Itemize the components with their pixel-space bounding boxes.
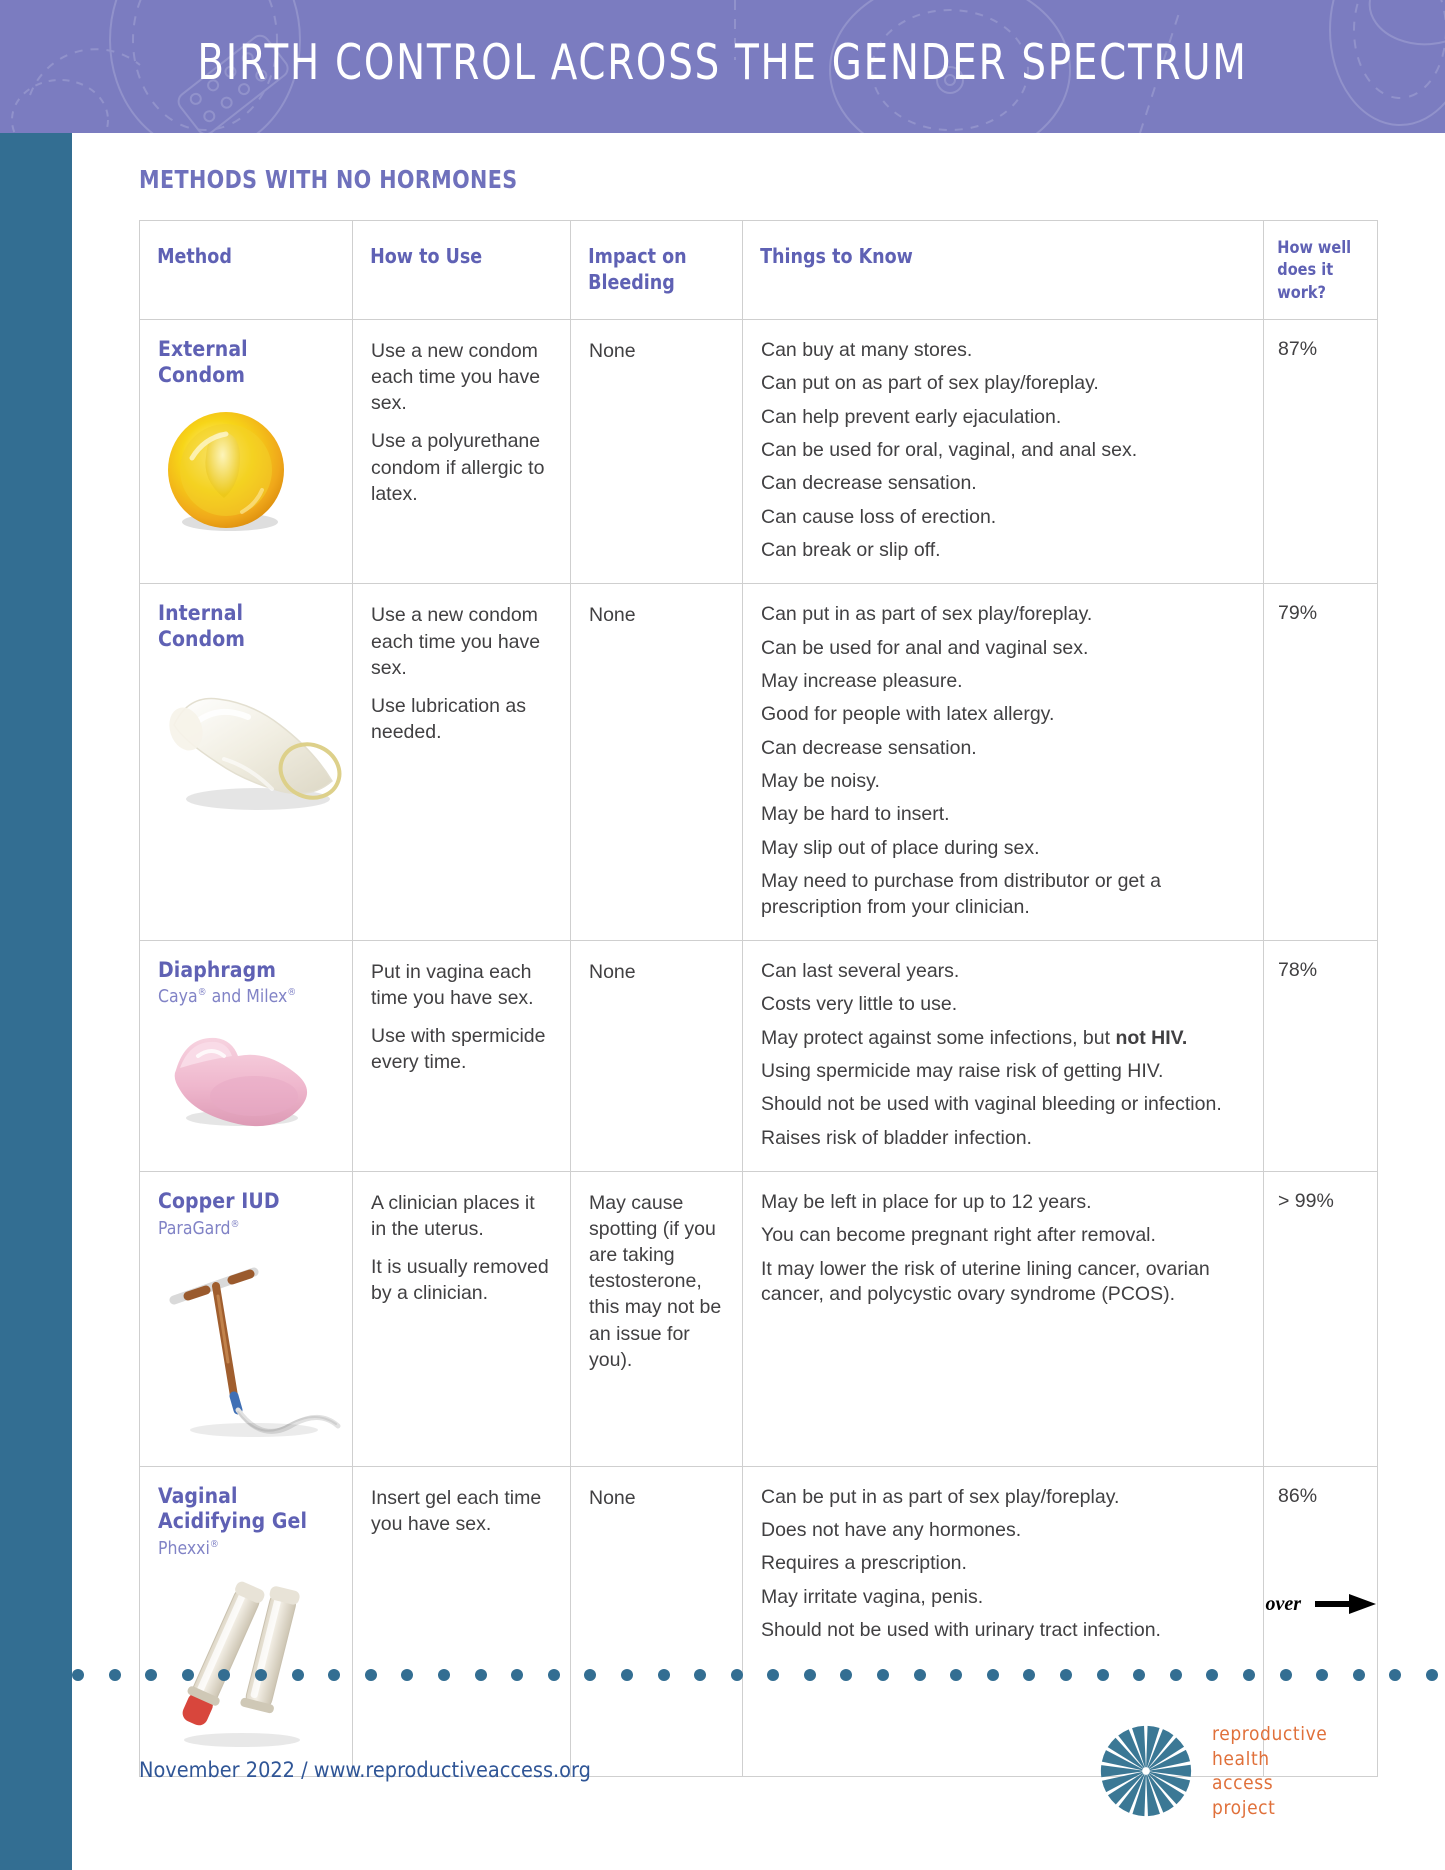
how-to-use-paragraph: Use a new condom each time you have sex. xyxy=(371,604,541,679)
column-header-things-to-know-label: Things to Know xyxy=(760,244,913,268)
things-to-know-cell xyxy=(743,584,1264,940)
things-to-know-list xyxy=(761,1190,1247,1307)
things-to-know-item: Using spermicide may raise risk of getting HIV. xyxy=(761,1059,1164,1082)
copper-iud-photo xyxy=(158,1254,343,1439)
impact-on-bleeding-text: None xyxy=(589,604,636,627)
divider-dot xyxy=(365,1669,377,1681)
method-brand: Phexxi® xyxy=(158,1538,219,1559)
things-to-know-item: Can break or slip off. xyxy=(761,539,941,562)
things-to-know-text xyxy=(743,320,1263,583)
page-title: BIRTH CONTROL ACROSS THE GENDER SPECTRUM xyxy=(197,34,1248,91)
column-header-method-label: Method xyxy=(157,244,232,268)
divider-dot xyxy=(109,1669,121,1681)
impact-on-bleeding-cell xyxy=(571,1466,743,1776)
method-name: Copper IUD xyxy=(158,1188,280,1213)
how-to-use-paragraph: A clinician places it in the uterus. xyxy=(371,1191,535,1241)
column-header-effectiveness-label: How well does it work? xyxy=(1277,238,1352,303)
column-header-how-to-use-label: How to Use xyxy=(370,244,483,268)
method-cell xyxy=(140,320,353,584)
divider-dot xyxy=(1316,1669,1328,1681)
things-to-know-item: Can put in as part of sex play/foreplay. xyxy=(761,603,1093,626)
over-label: over xyxy=(1265,1592,1301,1615)
divider-dot xyxy=(877,1669,889,1681)
divider-dot xyxy=(1133,1669,1145,1681)
divider-dot xyxy=(1243,1669,1255,1681)
how-to-use-cell xyxy=(353,584,571,940)
method-brand: ParaGard® xyxy=(158,1218,240,1239)
how-to-use-text xyxy=(353,584,570,765)
divider-dot xyxy=(584,1669,596,1681)
divider-dot xyxy=(987,1669,999,1681)
how-to-use-paragraph: Use a new condom each time you have sex. xyxy=(371,340,541,415)
divider-dot xyxy=(1426,1669,1438,1681)
divider-dot xyxy=(731,1669,743,1681)
how-to-use-text xyxy=(353,1467,570,1557)
things-to-know-item: Can put on as part of sex play/foreplay. xyxy=(761,372,1099,395)
divider-dot xyxy=(292,1669,304,1681)
effectiveness-cell xyxy=(1264,584,1378,940)
divider-dot xyxy=(438,1669,450,1681)
things-to-know-item: It may lower the risk of uterine lining cancer, ovarian cancer, and polycystic ovary syndrome (PCOS). xyxy=(761,1257,1210,1305)
things-to-know-item: May irritate vagina, penis. xyxy=(761,1585,984,1608)
method-name: External Condom xyxy=(158,337,248,387)
things-to-know-item: Good for people with latex allergy. xyxy=(761,703,1055,726)
methods-table-wrapper xyxy=(139,220,1377,1777)
method-image xyxy=(158,402,336,549)
column-header-impact xyxy=(571,221,743,320)
how-to-use-cell xyxy=(353,320,571,584)
column-header-effectiveness xyxy=(1264,221,1378,320)
footer-date-url: November 2022 / www.reproductiveaccess.org xyxy=(139,1758,591,1783)
divider-dot xyxy=(621,1669,633,1681)
divider-dot xyxy=(694,1669,706,1681)
things-to-know-text xyxy=(743,1467,1263,1664)
organization-logo xyxy=(1098,1722,1327,1821)
things-to-know-cell xyxy=(743,1171,1264,1466)
divider-dot xyxy=(1206,1669,1218,1681)
how-to-use-text xyxy=(353,1172,570,1327)
divider-dot xyxy=(72,1669,84,1681)
effectiveness-value: 78% xyxy=(1278,958,1318,981)
divider-dot xyxy=(767,1669,779,1681)
divider-dot xyxy=(914,1669,926,1681)
things-to-know-item: Requires a prescription. xyxy=(761,1552,967,1575)
divider-dot xyxy=(1389,1669,1401,1681)
effectiveness-value: 79% xyxy=(1278,602,1318,625)
method-image xyxy=(158,1254,336,1446)
logo-line: reproductive xyxy=(1212,1723,1328,1745)
method-name: Vaginal Acidifying Gel xyxy=(158,1483,308,1534)
methods-table xyxy=(139,220,1378,1777)
divider-dot xyxy=(255,1669,267,1681)
things-to-know-item: Does not have any hormones. xyxy=(761,1518,1022,1541)
things-to-know-list xyxy=(761,1485,1247,1644)
method-cell-inner xyxy=(140,1467,352,1776)
things-to-know-item: Costs very little to use. xyxy=(761,993,958,1016)
pinwheel-icon xyxy=(1098,1723,1194,1819)
impact-on-bleeding-cell xyxy=(571,320,743,584)
impact-on-bleeding-cell xyxy=(571,940,743,1171)
method-name: Diaphragm xyxy=(158,957,277,982)
section-heading: METHODS WITH NO HORMONES xyxy=(139,165,518,194)
emphasis-text: not HIV. xyxy=(1115,1026,1188,1049)
how-to-use-text xyxy=(353,320,570,527)
impact-on-bleeding-cell xyxy=(571,584,743,940)
divider-dot xyxy=(658,1669,670,1681)
logo-line: project xyxy=(1212,1797,1276,1820)
things-to-know-item: May increase pleasure. xyxy=(761,670,963,693)
method-image xyxy=(158,667,336,824)
method-image xyxy=(158,1574,336,1756)
how-to-use-paragraph: Use lubrication as needed. xyxy=(371,694,526,743)
effectiveness-cell xyxy=(1264,320,1378,584)
divider-dot xyxy=(840,1669,852,1681)
things-to-know-item: Can last several years. xyxy=(761,959,960,982)
things-to-know-list xyxy=(761,959,1247,1151)
column-header-how-to-use xyxy=(353,221,571,320)
table-header xyxy=(140,221,1378,320)
divider-dot xyxy=(950,1669,962,1681)
method-cell-inner xyxy=(140,941,352,1160)
things-to-know-list xyxy=(761,338,1247,563)
method-cell-inner xyxy=(140,1172,352,1466)
things-to-know-list xyxy=(761,602,1247,919)
how-to-use-paragraph: It is usually removed by a clinician. xyxy=(371,1256,549,1305)
impact-on-bleeding-cell xyxy=(571,1171,743,1466)
divider-dot xyxy=(1023,1669,1035,1681)
divider-dot xyxy=(182,1669,194,1681)
effectiveness-value: 87% xyxy=(1278,338,1318,360)
how-to-use-text xyxy=(353,941,570,1096)
things-to-know-item: Can be used for oral, vaginal, and anal sex. xyxy=(761,439,1138,462)
things-to-know-item: May be left in place for up to 12 years. xyxy=(761,1190,1092,1213)
things-to-know-text xyxy=(743,1172,1263,1327)
table-header-row xyxy=(140,221,1378,320)
table-row xyxy=(140,1171,1378,1466)
how-to-use-cell xyxy=(353,1466,571,1776)
things-to-know-item: May be hard to insert. xyxy=(761,803,950,826)
things-to-know-item: Raises risk of bladder infection. xyxy=(761,1126,1032,1149)
column-header-method xyxy=(140,221,353,320)
divider-dot xyxy=(1280,1669,1292,1681)
things-to-know-cell xyxy=(743,320,1264,584)
phexxi-applicator-photo xyxy=(158,1574,328,1749)
things-to-know-text xyxy=(743,584,1263,939)
things-to-know-item: May be noisy. xyxy=(761,770,880,793)
method-cell xyxy=(140,1171,353,1466)
table-row xyxy=(140,940,1378,1171)
dotted-divider xyxy=(72,1668,1445,1682)
divider-dot xyxy=(804,1669,816,1681)
things-to-know-cell xyxy=(743,940,1264,1171)
things-to-know-item: Can buy at many stores. xyxy=(761,339,973,361)
external-condom-photo xyxy=(158,402,298,542)
divider-dot xyxy=(1097,1669,1109,1681)
how-to-use-paragraph: Insert gel each time you have sex. xyxy=(371,1486,542,1535)
effectiveness-value: 86% xyxy=(1278,1484,1318,1507)
internal-condom-photo xyxy=(158,667,348,817)
method-brand: Caya® and Milex® xyxy=(158,987,297,1008)
how-to-use-paragraph: Put in vagina each time you have sex. xyxy=(371,960,534,1009)
effectiveness-cell xyxy=(1264,1171,1378,1466)
divider-dot xyxy=(1353,1669,1365,1681)
how-to-use-paragraph: Use a polyurethane condom if allergic to latex. xyxy=(371,430,545,505)
column-header-impact-label: Impact on Bleeding xyxy=(588,244,687,295)
divider-dot xyxy=(548,1669,560,1681)
things-to-know-item: May protect against some infections, but not HIV. xyxy=(761,1026,1188,1049)
logo-line: access xyxy=(1212,1772,1274,1795)
impact-on-bleeding-text: None xyxy=(589,340,636,362)
divider-dot xyxy=(475,1669,487,1681)
column-header-things-to-know xyxy=(743,221,1264,320)
how-to-use-cell xyxy=(353,940,571,1171)
method-cell xyxy=(140,940,353,1171)
diaphragm-photo xyxy=(158,1022,318,1132)
logo-line: health xyxy=(1212,1747,1270,1770)
things-to-know-item: Should not be used with vaginal bleeding or infection. xyxy=(761,1093,1222,1116)
effectiveness-cell xyxy=(1264,940,1378,1171)
things-to-know-item: Can be put in as part of sex play/foreplay. xyxy=(761,1485,1120,1508)
impact-on-bleeding-text: None xyxy=(589,960,636,983)
things-to-know-item: Should not be used with urinary tract infection. xyxy=(761,1619,1161,1642)
divider-dot xyxy=(511,1669,523,1681)
table-body xyxy=(140,320,1378,1777)
method-cell xyxy=(140,1466,353,1776)
divider-dot xyxy=(1060,1669,1072,1681)
effectiveness-value: > 99% xyxy=(1278,1189,1334,1212)
impact-on-bleeding-text: None xyxy=(589,1486,636,1509)
things-to-know-item: You can become pregnant right after removal. xyxy=(761,1224,1156,1247)
logo-wordmark xyxy=(1212,1722,1327,1821)
table-row xyxy=(140,584,1378,940)
table-row xyxy=(140,320,1378,584)
divider-dot xyxy=(1170,1669,1182,1681)
divider-dot xyxy=(218,1669,230,1681)
things-to-know-item: Can cause loss of erection. xyxy=(761,505,997,528)
left-accent-rail xyxy=(0,133,72,1870)
how-to-use-cell xyxy=(353,1171,571,1466)
over-indicator xyxy=(1265,1592,1377,1616)
page-banner xyxy=(0,0,1445,133)
right-arrow-icon xyxy=(1315,1592,1377,1616)
things-to-know-item: May need to purchase from distributor or get a prescription from your clinician. xyxy=(761,870,1161,918)
things-to-know-item: May slip out of place during sex. xyxy=(761,836,1040,859)
how-to-use-paragraph: Use with spermicide every time. xyxy=(371,1025,546,1074)
things-to-know-item: Can be used for anal and vaginal sex. xyxy=(761,636,1089,659)
things-to-know-item: Can decrease sensation. xyxy=(761,472,977,495)
things-to-know-text xyxy=(743,941,1263,1171)
method-name: Internal Condom xyxy=(158,601,246,652)
things-to-know-item: Can help prevent early ejaculation. xyxy=(761,405,1062,428)
method-cell xyxy=(140,584,353,940)
divider-dot xyxy=(401,1669,413,1681)
method-image xyxy=(158,1022,336,1139)
divider-dot xyxy=(328,1669,340,1681)
method-cell-inner xyxy=(140,320,352,569)
method-cell-inner xyxy=(140,584,352,843)
impact-on-bleeding-text: May cause spotting (if you are taking testosterone, this may not be an issue for you). xyxy=(589,1191,722,1371)
things-to-know-item: Can decrease sensation. xyxy=(761,736,977,759)
divider-dot xyxy=(145,1669,157,1681)
